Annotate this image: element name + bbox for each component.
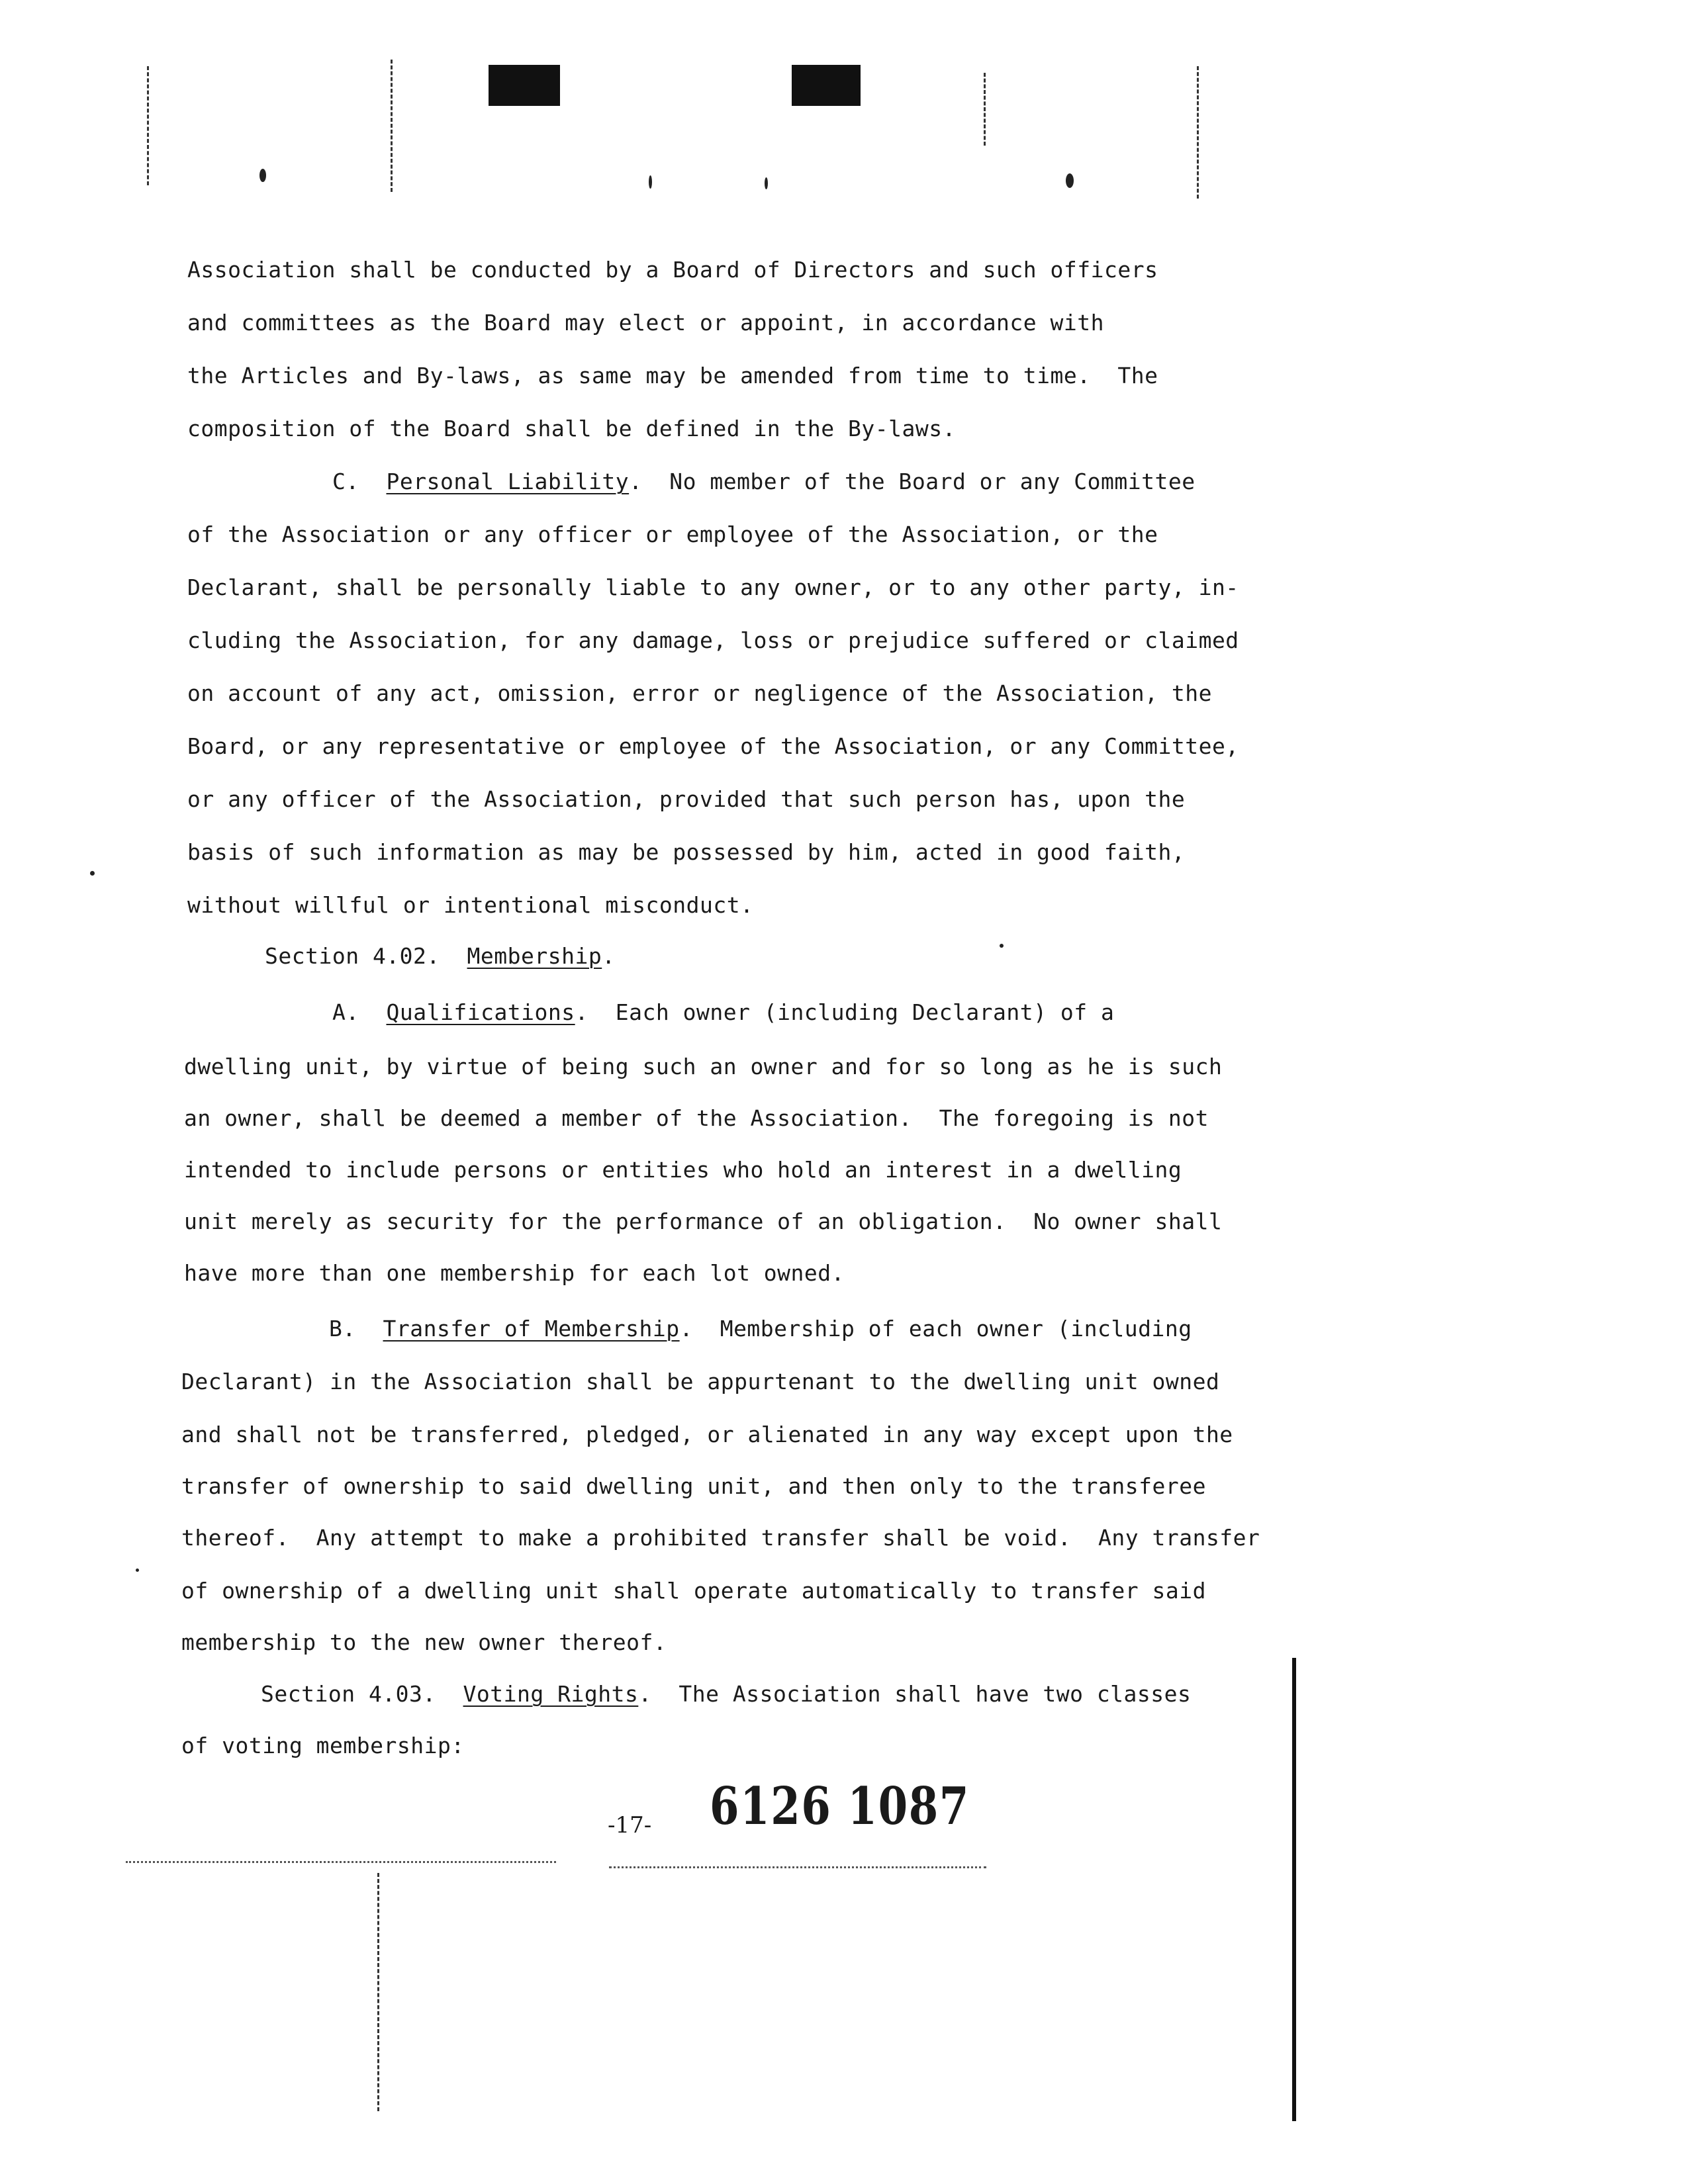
scan-speck xyxy=(136,1569,139,1572)
text-line: on account of any act, omission, error or negligence of the Association, the xyxy=(187,680,1212,706)
scan-artifact-edge-mid xyxy=(984,73,986,146)
text-line: composition of the Board shall be defined in the By-laws. xyxy=(187,416,956,441)
section-heading: Voting Rights xyxy=(463,1681,639,1707)
text-line: Declarant) in the Association shall be appurtenant to the dwelling unit owned xyxy=(181,1369,1220,1394)
section-label: Section 4.03. xyxy=(261,1681,436,1707)
section-heading-end: . xyxy=(602,943,616,969)
scan-artifact-blot-right xyxy=(792,65,861,106)
section-403-heading xyxy=(261,1681,1191,1707)
scan-speck xyxy=(259,169,266,182)
scan-artifact-bottom-line-right xyxy=(609,1866,986,1868)
section-label: Section 4.02. xyxy=(265,943,440,969)
paragraph-heading: Qualifications xyxy=(386,999,575,1025)
paragraph-b-heading-line xyxy=(329,1316,1192,1342)
scan-artifact-bottom-line-left xyxy=(126,1861,556,1863)
text-line: and shall not be transferred, pledged, or alienated in any way except upon the xyxy=(181,1422,1233,1447)
scan-artifact-edge-left xyxy=(147,66,149,185)
text-line: unit merely as security for the performance of an obligation. No owner shall xyxy=(184,1208,1223,1234)
text-line: the Articles and By-laws, as same may be amended from time to time. The xyxy=(187,363,1158,388)
paragraph-label: A. xyxy=(332,999,359,1025)
page-number: -17- xyxy=(608,1812,652,1839)
text-line: cluding the Association, for any damage, loss or prejudice suffered or claimed xyxy=(187,627,1239,653)
scan-artifact-edge-right xyxy=(1197,66,1199,199)
text-line: intended to include persons or entities who hold an interest in a dwelling xyxy=(184,1157,1182,1183)
paragraph-a-heading-line xyxy=(332,999,1114,1026)
record-stamp: 6126 1087 xyxy=(710,1776,970,1837)
text-line: membership to the new owner thereof. xyxy=(181,1629,667,1655)
text-line: of voting membership: xyxy=(181,1733,465,1758)
paragraph-label: B. xyxy=(329,1316,356,1342)
text-line: Association shall be conducted by a Board of Directors and such officers xyxy=(187,257,1158,283)
text-line: transfer of ownership to said dwelling unit, and then only to the transferee xyxy=(181,1473,1206,1499)
paragraph-text: . No member of the Board or any Committee xyxy=(629,469,1196,494)
paragraph-label: C. xyxy=(332,469,359,494)
paragraph-c-heading-line xyxy=(332,469,1196,495)
scan-artifact-bottom-vertical xyxy=(377,1873,379,2111)
text-line: Board, or any representative or employee of the Association, or any Committee, xyxy=(187,733,1239,759)
text-line: or any officer of the Association, provided that such person has, upon the xyxy=(187,786,1186,812)
text-line: of the Association or any officer or employee of the Association, or the xyxy=(187,522,1158,547)
text-line: Declarant, shall be personally liable to any owner, or to any other party, in- xyxy=(187,574,1239,600)
scan-artifact-right-bar xyxy=(1292,1658,1296,2121)
text-line: have more than one membership for each lot owned. xyxy=(184,1260,845,1286)
text-line: dwelling unit, by virtue of being such an owner and for so long as he is such xyxy=(184,1054,1223,1079)
text-line: without willful or intentional misconduct. xyxy=(187,892,754,918)
paragraph-heading: Transfer of Membership xyxy=(383,1316,680,1342)
text-line: thereof. Any attempt to make a prohibited transfer shall be void. Any transfer xyxy=(181,1525,1260,1551)
scan-speck xyxy=(1000,944,1004,948)
scan-speck xyxy=(765,177,768,189)
section-heading: Membership xyxy=(467,943,602,969)
text-line: and committees as the Board may elect or appoint, in accordance with xyxy=(187,310,1105,336)
scan-speck xyxy=(649,175,652,189)
text-line: basis of such information as may be possessed by him, acted in good faith, xyxy=(187,839,1186,865)
text-line: of ownership of a dwelling unit shall operate automatically to transfer said xyxy=(181,1578,1206,1604)
scan-speck xyxy=(1066,173,1074,188)
text-line: an owner, shall be deemed a member of the Association. The foregoing is not xyxy=(184,1105,1209,1131)
section-text: . The Association shall have two classes xyxy=(638,1681,1192,1707)
paragraph-text: . Membership of each owner (including xyxy=(679,1316,1192,1342)
paragraph-heading: Personal Liability xyxy=(386,469,630,494)
scan-artifact-edge-left-2 xyxy=(391,60,393,192)
scan-speck xyxy=(90,871,95,876)
paragraph-text: . Each owner (including Declarant) of a xyxy=(575,999,1115,1025)
scan-artifact-blot-left xyxy=(489,65,560,106)
section-402-heading xyxy=(265,943,616,970)
